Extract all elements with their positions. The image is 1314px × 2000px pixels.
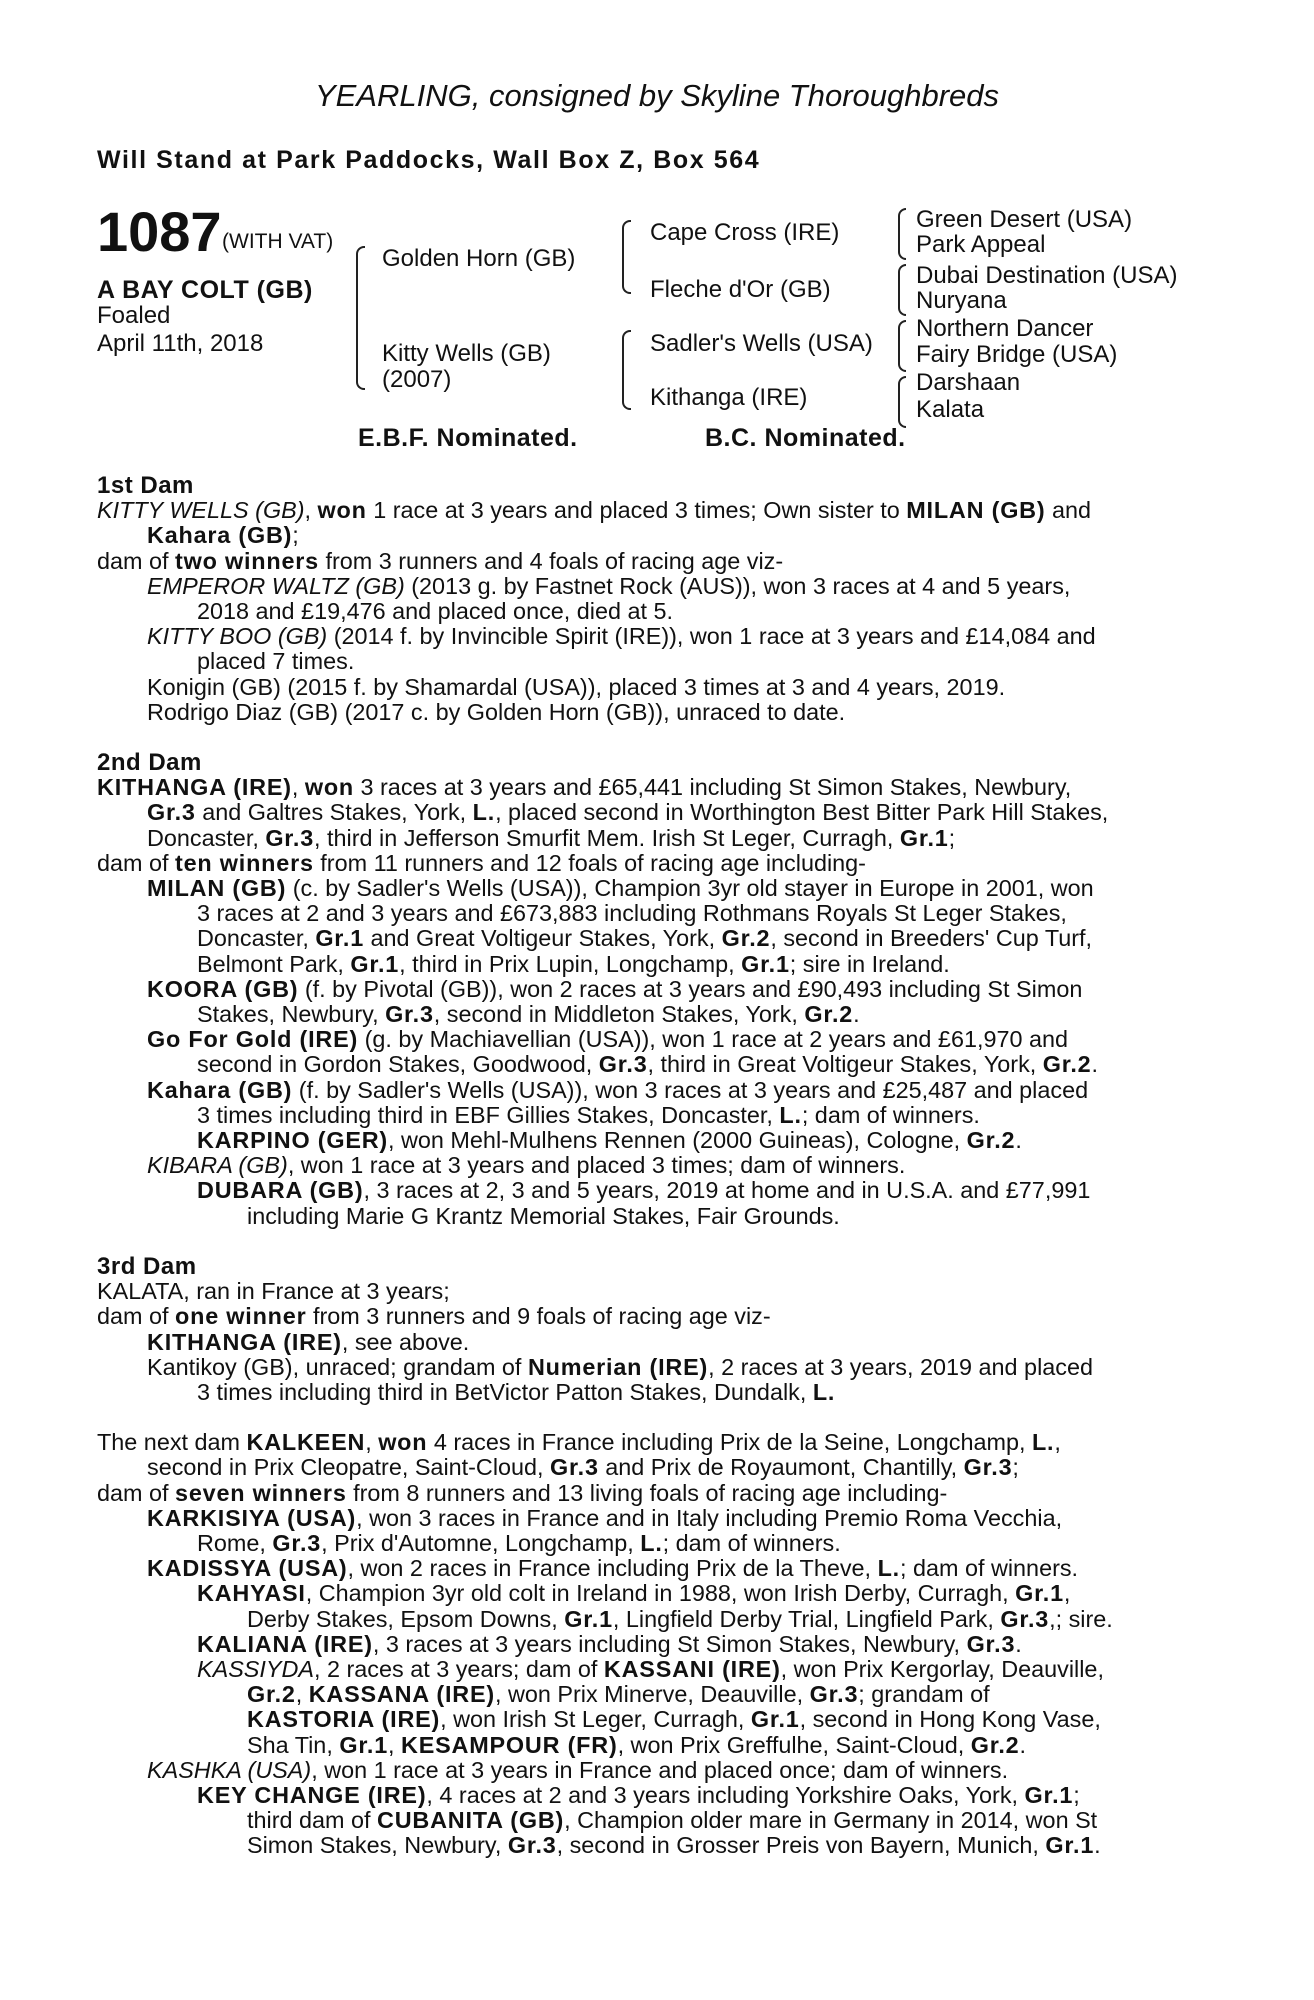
text-line: KITTY BOO (GB) (2014 f. by Invincible Spirit (IRE)), won 1 race at 3 years and £14,084 and bbox=[147, 623, 1096, 650]
pedigree-brace bbox=[898, 376, 906, 428]
section-heading: 1st Dam bbox=[97, 472, 194, 499]
text-line: KALIANA (IRE), 3 races at 3 years including St Simon Stakes, Newbury, Gr.3. bbox=[197, 1630, 1022, 1657]
text-line: Gr.3 and Galtres Stakes, York, L., placed second in Worthington Best Bitter Park Hill Stakes, bbox=[147, 799, 1109, 826]
text-line: Kahara (GB); bbox=[147, 522, 299, 549]
pedigree-ancestor: Northern Dancer bbox=[916, 315, 1094, 342]
text-line: dam of one winner from 3 runners and 9 foals of racing age viz- bbox=[97, 1303, 771, 1330]
text-line: 2018 and £19,476 and placed once, died at 5. bbox=[197, 598, 674, 625]
text-line: KASHKA (USA), won 1 race at 3 years in France and placed once; dam of winners. bbox=[147, 1756, 1009, 1783]
text-line: Doncaster, Gr.3, third in Jefferson Smurfit Mem. Irish St Leger, Curragh, Gr.1; bbox=[147, 824, 956, 851]
text-line: placed 7 times. bbox=[197, 648, 355, 675]
text-line: The next dam KALKEEN, won 4 races in France including Prix de la Seine, Longchamp, L., bbox=[97, 1429, 1061, 1456]
pedigree-ancestor: Fairy Bridge (USA) bbox=[916, 341, 1118, 368]
text-line: Go For Gold (IRE) (g. by Machiavellian (USA)), won 1 race at 2 years and £61,970 and bbox=[147, 1026, 1069, 1053]
lot-number: 1087 bbox=[97, 200, 222, 263]
text-line: 3 races at 2 and 3 years and £673,883 including Rothmans Royals St Leger Stakes, bbox=[197, 900, 1067, 927]
foaled-date: April 11th, 2018 bbox=[97, 330, 264, 357]
pedigree-ancestor: Darshaan bbox=[916, 369, 1021, 396]
sire-name: Golden Horn (GB) bbox=[382, 245, 576, 272]
pedigree-details bbox=[97, 473, 1191, 1859]
text-line: DUBARA (GB), 3 races at 2, 3 and 5 years, 2019 at home and in U.S.A. and £77,991 bbox=[197, 1177, 1091, 1204]
bc-nominated: B.C. Nominated. bbox=[705, 424, 906, 452]
consignment-title: YEARLING, consigned by Skyline Thoroughbreds bbox=[314, 78, 1000, 113]
ebf-nominated: E.B.F. Nominated. bbox=[358, 424, 578, 452]
text-line: second in Prix Cleopatre, Saint-Cloud, Gr.3 and Prix de Royaumont, Chantilly, Gr.3; bbox=[147, 1454, 1019, 1481]
foaled-label: Foaled bbox=[97, 302, 171, 329]
text-line: Kantikoy (GB), unraced; grandam of Numerian (IRE), 2 races at 3 years, 2019 and placed bbox=[147, 1353, 1093, 1380]
text-line: KADISSYA (USA), won 2 races in France including Prix de la Theve, L.; dam of winners. bbox=[147, 1555, 1079, 1582]
vat-note: (WITH VAT) bbox=[222, 230, 334, 253]
pedigree-ancestor: Green Desert (USA) bbox=[916, 206, 1133, 233]
text-line: Belmont Park, Gr.1, third in Prix Lupin, Longchamp, Gr.1; sire in Ireland. bbox=[197, 950, 950, 977]
text-line: 3 times including third in EBF Gillies Stakes, Doncaster, L.; dam of winners. bbox=[197, 1101, 980, 1128]
text-line: KASTORIA (IRE), won Irish St Leger, Curragh, Gr.1, second in Hong Kong Vase, bbox=[247, 1706, 1101, 1733]
text-line: Doncaster, Gr.1 and Great Voltigeur Stakes, York, Gr.2, second in Breeders' Cup Turf, bbox=[197, 925, 1093, 952]
pedigree-brace bbox=[622, 330, 631, 410]
sire-dam-name: Fleche d'Or (GB) bbox=[650, 276, 831, 303]
pedigree-brace bbox=[898, 320, 906, 372]
stand-location: Will Stand at Park Paddocks, Wall Box Z, Box 564 bbox=[97, 146, 761, 174]
text-line: dam of seven winners from 8 runners and 13 living foals of racing age including- bbox=[97, 1479, 948, 1506]
pedigree-ancestor: Park Appeal bbox=[916, 231, 1046, 258]
text-line: dam of two winners from 3 runners and 4 foals of racing age viz- bbox=[97, 547, 784, 574]
section-heading: 3rd Dam bbox=[97, 1252, 197, 1280]
text-line: KALATA, ran in France at 3 years; bbox=[97, 1278, 450, 1305]
text-line: Stakes, Newbury, Gr.3, second in Middleton Stakes, York, Gr.2. bbox=[197, 1001, 860, 1028]
text-line: KITHANGA (IRE), see above. bbox=[147, 1328, 470, 1355]
sire-sire-name: Cape Cross (IRE) bbox=[650, 219, 840, 246]
text-line: Simon Stakes, Newbury, Gr.3, second in Grosser Preis von Bayern, Munich, Gr.1. bbox=[247, 1832, 1101, 1859]
text-line: KASSIYDA, 2 races at 3 years; dam of KASSANI (IRE), won Prix Kergorlay, Deauville, bbox=[197, 1655, 1104, 1682]
text-line: Konigin (GB) (2015 f. by Shamardal (USA)), placed 3 times at 3 and 4 years, 2019. bbox=[147, 673, 1006, 700]
text-line: Rodrigo Diaz (GB) (2017 c. by Golden Horn (GB)), unraced to date. bbox=[147, 698, 846, 725]
dam-year: (2007) bbox=[382, 366, 452, 393]
text-line: KARPINO (GER), won Mehl-Mulhens Rennen (2000 Guineas), Cologne, Gr.2. bbox=[197, 1127, 1022, 1154]
text-line: KITTY WELLS (GB), won 1 race at 3 years and placed 3 times; Own sister to MILAN (GB) and bbox=[97, 497, 1091, 524]
text-line: Sha Tin, Gr.1, KESAMPOUR (FR), won Prix Greffulhe, Saint-Cloud, Gr.2. bbox=[247, 1731, 1026, 1758]
text-line: Gr.2, KASSANA (IRE), won Prix Minerve, Deauville, Gr.3; grandam of bbox=[247, 1681, 990, 1708]
text-line: KOORA (GB) (f. by Pivotal (GB)), won 2 races at 3 years and £90,493 including St Simon bbox=[147, 975, 1083, 1002]
pedigree-ancestor: Dubai Destination (USA) bbox=[916, 262, 1178, 289]
pedigree-ancestor: Nuryana bbox=[916, 287, 1007, 314]
text-line: KIBARA (GB), won 1 race at 3 years and placed 3 times; dam of winners. bbox=[147, 1152, 906, 1179]
text-line: KARKISIYA (USA), won 3 races in France and in Italy including Premio Roma Vecchia, bbox=[147, 1504, 1063, 1531]
text-line: MILAN (GB) (c. by Sadler's Wells (USA)), Champion 3yr old stayer in Europe in 2001, won bbox=[147, 875, 1094, 902]
text-line: Rome, Gr.3, Prix d'Automne, Longchamp, L.; dam of winners. bbox=[197, 1529, 841, 1556]
horse-name: A BAY COLT (GB) bbox=[97, 276, 313, 304]
dam-dam-name: Kithanga (IRE) bbox=[650, 384, 808, 411]
pedigree-brace bbox=[898, 264, 906, 316]
dam-name: Kitty Wells (GB) bbox=[382, 340, 551, 367]
text-line: KEY CHANGE (IRE), 4 races at 2 and 3 years including Yorkshire Oaks, York, Gr.1; bbox=[197, 1781, 1080, 1808]
text-line: KAHYASI, Champion 3yr old colt in Ireland in 1988, won Irish Derby, Curragh, Gr.1, bbox=[197, 1580, 1071, 1607]
pedigree-brace bbox=[898, 208, 906, 260]
text-line: third dam of CUBANITA (GB), Champion older mare in Germany in 2014, won St bbox=[247, 1807, 1098, 1834]
pedigree-ancestor: Kalata bbox=[916, 396, 985, 423]
text-line: Kahara (GB) (f. by Sadler's Wells (USA)), won 3 races at 3 years and £25,487 and placed bbox=[147, 1076, 1089, 1103]
text-line: second in Gordon Stakes, Goodwood, Gr.3, third in Great Voltigeur Stakes, York, Gr.2. bbox=[197, 1051, 1098, 1078]
text-line: Derby Stakes, Epsom Downs, Gr.1, Lingfield Derby Trial, Lingfield Park, Gr.3,; sire. bbox=[247, 1605, 1113, 1632]
text-line: EMPEROR WALTZ (GB) (2013 g. by Fastnet Rock (AUS)), won 3 races at 4 and 5 years, bbox=[147, 572, 1071, 599]
text-line: KITHANGA (IRE), won 3 races at 3 years and £65,441 including St Simon Stakes, Newbury, bbox=[97, 774, 1072, 801]
text-line: 3 times including third in BetVictor Patton Stakes, Dundalk, L. bbox=[197, 1378, 836, 1405]
text-line: including Marie G Krantz Memorial Stakes, Fair Grounds. bbox=[247, 1202, 840, 1229]
pedigree-brace bbox=[356, 246, 365, 390]
section-heading: 2nd Dam bbox=[97, 749, 202, 777]
dam-sire-name: Sadler's Wells (USA) bbox=[650, 330, 873, 357]
text-line: dam of ten winners from 11 runners and 12 foals of racing age including- bbox=[97, 849, 866, 876]
pedigree-brace bbox=[622, 220, 631, 294]
